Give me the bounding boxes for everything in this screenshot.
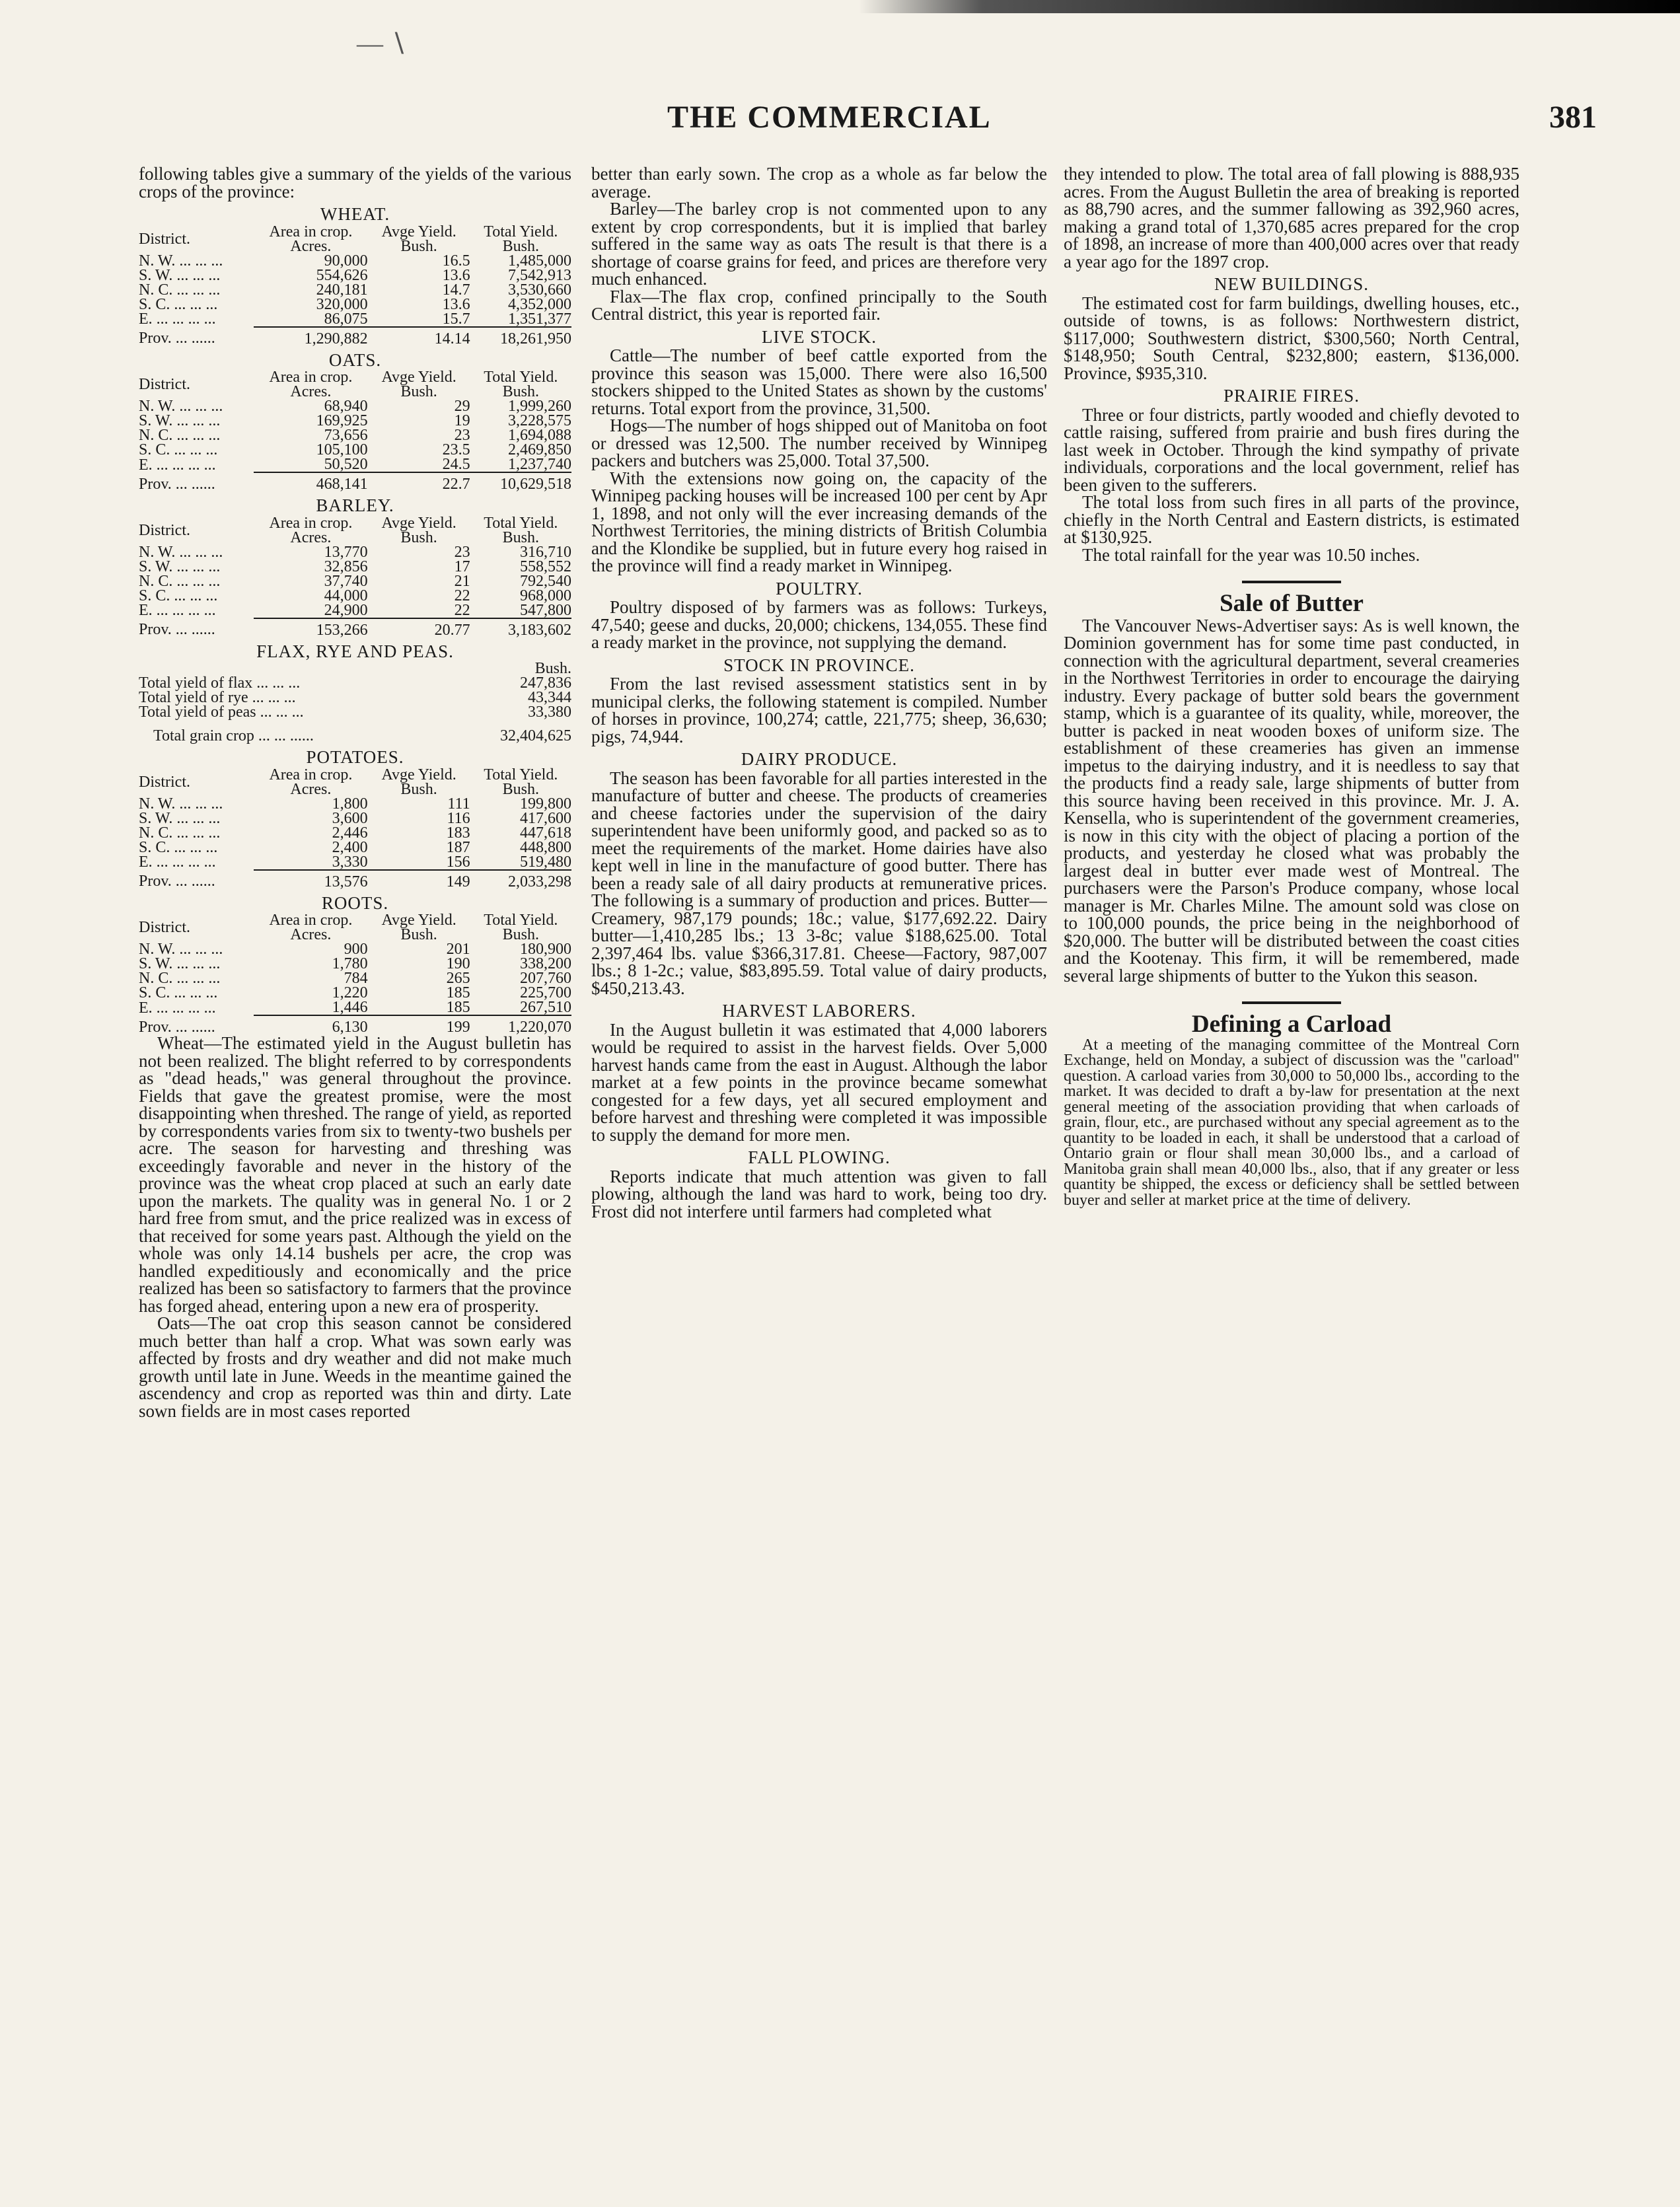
value-cell: 17 [454,558,470,575]
table-row [139,545,571,560]
district-cell: N. C. ... ... ... [139,427,221,444]
table-row [139,428,571,443]
district-cell: N. C. ... ... ... [139,824,221,842]
dairy-heading: DAIRY PRODUCE. [741,749,898,769]
oats-heading: OATS. [328,349,382,370]
total-cell: 2,033,298 [470,870,571,889]
unit-header: Bush. [502,528,539,546]
district-cell: S. W. ... ... ... [139,412,221,429]
unit-header: Acres. [290,237,332,255]
value-cell: 68,940 [324,398,368,415]
table-row [139,589,571,603]
value-cell: 519,480 [520,853,571,871]
stock-heading: STOCK IN PROVINCE. [723,655,915,675]
value-cell: 900 [344,941,368,958]
column-header: Area in crop. [269,223,353,240]
value-cell: 23 [454,427,470,444]
value-cell: 2,446 [332,824,368,842]
value-cell: 86,075 [324,310,368,328]
district-cell: N. W. ... ... ... [139,543,223,561]
total-cell: 14.14 [368,327,470,346]
value-cell: 1,485,000 [508,252,571,270]
plowing-continued-paragraph: they intended to plow. The total area of fall plowing is 888,935 acres. From the August Bulletin the area of breaking is reported as 88,790 acres, and the summer fallowing as 392,960 acres, making a grand total of 1,370,685 acres prepared for the crop of 1898, an increase of more than 400,000 acres over that ready a year ago for the 1897 crop. [1064,165,1519,271]
total-cell: 199 [368,1015,470,1034]
province-total-row [139,870,571,889]
cattle-paragraph: Cattle—The number of beef cattle exported from the province this season was 15,000. There were also 16,500 stockers shipped to the United States as shown by the customs' returns. Total export from the province, 31,500. [591,345,1047,418]
page-header [0,99,1680,145]
value-cell: 320,000 [316,295,368,313]
value-cell: 1,446 [332,999,368,1016]
column-header: Avge Yield. [381,766,457,783]
column-header: Avge Yield. [381,369,457,386]
unit-header: Bush. [400,926,437,943]
wheat-table [139,225,571,346]
flax-row: Total yield of flax ... ... ... 247,836 [139,674,571,692]
unit-header: Bush. [400,237,437,255]
district-cell: Prov. ... ...... [139,330,215,347]
value-cell: 3,228,575 [508,412,571,429]
fall-plowing-heading: FALL PLOWING. [748,1147,891,1167]
table-row [139,268,571,283]
province-total-row [139,327,571,346]
value-cell: 22 [454,587,470,604]
sale-of-butter-heading: Sale of Butter [1220,590,1364,617]
value-cell: 13.6 [442,295,470,313]
table-row [139,855,571,870]
column-header: Total Yield. [484,514,558,532]
district-cell: E. ... ... ... ... [139,999,216,1017]
value-cell: 24,900 [324,601,368,619]
wheat-table-block [139,205,571,346]
table-row [139,840,571,855]
column-header: Total Yield. [484,223,558,240]
flax-rye-peas-heading: FLAX, RYE AND PEAS. [256,641,454,661]
poultry-heading: POULTRY. [776,578,863,598]
value-cell: 16.5 [442,252,470,270]
total-cell: 3,183,602 [470,618,571,637]
new-buildings-heading: NEW BUILDINGS. [1214,274,1369,294]
table-header-row [139,913,571,927]
value-cell: 338,200 [520,955,571,972]
value-cell: 116 [447,809,470,827]
table-row [139,283,571,297]
value-cell: 3,600 [332,809,368,827]
potatoes-heading: POTATOES. [306,747,404,767]
value-cell: 44,000 [324,587,368,604]
total-cell: 6,130 [254,1015,367,1034]
wheat-heading: WHEAT. [320,204,390,224]
table-row [139,254,571,268]
district-header: District. [139,376,190,393]
value-cell: 185 [446,999,470,1016]
column-header: Total Yield. [484,912,558,929]
dairy-paragraph: The season has been favorable for all parties interested in the manufacture of butter and cheese. The products of creameries and cheese factories under the supervision of the dairy superintendent have been uniformly good, and packed so as to meet the requirements of the market. Home dairies have also kept well in line in the manufacture of good butter. There has been a ready sale of all dairy products at remunerative prices. The following is a summary of production and prices. Butter—Creamery, 987,179 pounds; 18c.; value, $177,692.22. Dairy butter—1,410,285 lbs.; 13 3-8c; value $188,625.00. Total 2,397,464 lbs. value $366,317.81. Cheese—Factory, 987,007 lbs.; 8 1-2c.; value, $83,895.59. Total value of dairy products, $450,213.43. [591,768,1047,998]
value-cell: 15.7 [442,310,470,328]
value-cell: 784 [344,970,368,987]
table-row [139,297,571,312]
total-cell: 10,629,518 [470,472,571,491]
value-cell: 190 [446,955,470,972]
district-header: District. [139,919,190,936]
scan-edge-bar [859,0,1680,13]
unit-header: Acres. [290,780,332,798]
value-cell: 24.5 [442,456,470,473]
column-header: Area in crop. [269,912,353,929]
table-row [139,957,571,971]
roots-table-block [139,894,571,1035]
value-cell: 417,600 [520,809,571,827]
column-header: Total Yield. [484,766,558,783]
table-header-row [139,370,571,384]
column-3 [1064,165,1519,2187]
value-cell: 2,400 [332,838,368,856]
grain-total-row: Total grain crop ... ... ...... 32,404,625 [153,727,571,744]
table-row [139,560,571,574]
district-cell: S. C. ... ... ... [139,587,218,604]
new-buildings-paragraph: The estimated cost for farm buildings, dwelling houses, etc., outside of towns, is as follows: Northwestern district, $117,000; Southwestern district, $300,560; North Central, $148,950; South Central, $232,800; eastern, $136,000. Province, $935,310. [1064,293,1519,383]
value-cell: 180,900 [520,941,571,958]
value-cell: 1,800 [332,795,368,813]
value-cell: 240,181 [316,281,368,299]
value-cell: 3,530,660 [508,281,571,299]
column-1 [139,165,571,2187]
masthead-title: THE COMMERCIAL [667,100,992,135]
potatoes-table [139,768,571,889]
district-cell: Prov. ... ...... [139,475,215,493]
table-row [139,574,571,589]
column-2 [591,165,1047,2187]
value-cell: 13,770 [324,543,368,561]
flax-rye-peas-table [139,661,571,743]
value-cell: 448,800 [520,838,571,856]
barley-table-block [139,497,571,637]
rainfall-paragraph: The total rainfall for the year was 10.50 inches. [1082,544,1420,565]
rye-row: Total yield of rye ... ... ... 43,344 [139,689,571,706]
value-cell: 29 [454,398,470,415]
table-header-row [139,225,571,239]
value-cell: 187 [446,838,470,856]
district-cell: S. W. ... ... ... [139,955,221,972]
value-cell: 554,626 [316,266,368,284]
value-cell: 111 [447,795,470,813]
district-header: District. [139,230,190,248]
district-header: District. [139,773,190,791]
tables-intro: following tables give a summary of the yields of the various crops of the province: [139,165,571,201]
value-cell: 316,710 [520,543,571,561]
value-cell: 156 [446,853,470,871]
district-cell: N. W. ... ... ... [139,398,223,415]
value-cell: 21 [454,572,470,590]
value-cell: 558,552 [520,558,571,575]
district-cell: S. C. ... ... ... [139,838,218,856]
district-cell: S. C. ... ... ... [139,984,218,1001]
unit-header: Bush. [400,528,437,546]
section-rule [1242,581,1341,583]
table-row [139,942,571,957]
value-cell: 13.6 [442,266,470,284]
table-row [139,312,571,327]
district-cell: Prov. ... ...... [139,1018,215,1036]
unit-header: Bush. [400,780,437,798]
value-cell: 267,510 [520,999,571,1016]
defining-carload-paragraph: At a meeting of the managing committee of the Montreal Corn Exchange, held on Monday, a subject of discussion was the "carload" question. A carload varies from 30,000 to 50,000 lbs., according to the market. It was decided to draft a by-law for presentation at the next general meeting of the association providing that when carloads of grain, flour, etc., are purchased without any special agreement as to the quantity to be loaded in each, it shall be understood that a carload of Ontario grain or flour shall mean 30,000 lbs., and a carload of Manitoba grain shall mean 40,000 lbs., also, that if any greater or less quantity be shipped, the excess or deficiency shall be settled between buyer and seller at market price at the time of delivery. [1064,1036,1519,1209]
district-cell: Prov. ... ...... [139,873,215,890]
prairie-fires-paragraph: Three or four districts, partly wooded and chiefly devoted to cattle raising, suffered from prairie and bush fires during the last week in October. Through the kind sympathy of private individuals, corporations and the local government, relief has been given to the sufferers. [1064,404,1519,495]
province-total-row [139,618,571,637]
total-cell: 1,220,070 [470,1015,571,1034]
table-row [139,986,571,1000]
province-total-row [139,472,571,491]
value-cell: 185 [446,984,470,1001]
district-cell: Prov. ... ...... [139,621,215,638]
potatoes-table-block [139,748,571,889]
district-cell: E. ... ... ... ... [139,310,216,328]
column-header: Area in crop. [269,514,353,532]
page-number: 381 [1549,100,1597,135]
peas-row: Total yield of peas ... ... ... 33,380 [139,704,571,721]
barley-paragraph: Barley—The barley crop is not commented upon to any extent by crop correspondents, but it is implied that barley suffered in the same way as oats The result is that there is a shortage of coarse grains for feed, and prices are therefore very much enhanced. [591,199,1047,289]
table-header-row [139,768,571,782]
roots-table [139,913,571,1034]
district-cell: E. ... ... ... ... [139,456,216,474]
table-row [139,971,571,986]
live-stock-heading: LIVE STOCK. [761,326,877,347]
value-cell: 7,542,913 [508,266,571,284]
value-cell: 1,351,377 [508,310,571,328]
value-cell: 23 [454,543,470,561]
value-cell: 14.7 [442,281,470,299]
value-cell: 50,520 [324,456,368,473]
table-row [139,811,571,826]
district-cell: N. W. ... ... ... [139,941,223,958]
fire-loss-paragraph: The total loss from such fires in all parts of the province, chiefly in the North Central and Eastern districts, is estimated at $130,925. [1064,492,1519,547]
oats-table [139,370,571,491]
value-cell: 1,999,260 [508,398,571,415]
unit-header: Acres. [290,528,332,546]
district-cell: S. W. ... ... ... [139,558,221,575]
value-cell: 225,700 [520,984,571,1001]
unit-header: Bush. [502,926,539,943]
district-cell: N. W. ... ... ... [139,252,223,270]
value-cell: 23.5 [442,441,470,458]
district-cell: N. C. ... ... ... [139,281,221,299]
district-cell: N. W. ... ... ... [139,795,223,813]
table-row [139,414,571,428]
stock-paragraph: From the last revised assessment statistics sent in by municipal clerks, the following statement is compiled. Number of horses in province, 100,274; cattle, 221,775; sheep, 36,630; pigs, 74,944. [591,674,1047,746]
value-cell: 3,330 [332,853,368,871]
total-cell: 22.7 [368,472,470,491]
district-header: District. [139,521,190,539]
total-cell: 153,266 [254,618,367,637]
column-header: Avge Yield. [381,912,457,929]
flax-paragraph: Flax—The flax crop, confined principally to the South Central district, this year is reported fair. [591,286,1047,324]
value-cell: 22 [454,601,470,619]
total-cell: 149 [368,870,470,889]
value-cell: 19 [454,412,470,429]
value-cell: 201 [446,941,470,958]
section-rule [1242,1001,1341,1004]
district-cell: N. C. ... ... ... [139,572,221,590]
barley-table [139,516,571,637]
harvest-heading: HARVEST LABORERS. [722,1001,916,1021]
table-row [139,826,571,840]
table-header-row [139,516,571,530]
value-cell: 183 [446,824,470,842]
defining-carload-heading: Defining a Carload [1191,1011,1392,1038]
total-cell: 1,290,882 [254,327,367,346]
roots-heading: ROOTS. [321,892,389,913]
scan-mark: — ∖ [357,28,407,58]
value-cell: 547,800 [520,601,571,619]
total-cell: 18,261,950 [470,327,571,346]
column-header: Avge Yield. [381,223,457,240]
unit-header: Bush. [400,383,437,400]
total-cell: 20.77 [368,618,470,637]
value-cell: 792,540 [520,572,571,590]
value-cell: 4,352,000 [508,295,571,313]
packing-paragraph: With the extensions now going on, the capacity of the Winnipeg packing houses will be increased 100 per cent by Apr 1, 1898, and not only will the ever increasing demands of the Northwest Territories, the mining districts of British Columbia and the Klondike be supplied, but in future every hog raised in the province will find a ready market in Winnipeg. [591,468,1047,575]
value-cell: 1,694,088 [508,427,571,444]
wheat-paragraph: Wheat—The estimated yield in the August bulletin has not been realized. The blight referred to by correspondents as "dead heads," was general throughout the province. Fields that gave the greatest promise, were the most disappointing when threshed. The range of yield, as reported by correspondents varies from six to twenty-two bushels per acre. The season for harvesting and threshing was exceedingly favorable and never in the history of the province was the wheat crop placed at such an early date upon the markets. The quality was in general No. 1 or 2 hard free from smut, and the price realized was in excess of that received for some years past. Although the yield on the whole was only 14.14 bushels per acre, the crop was handled expeditiously and economically and the price realized has been so satisfactory to farmers that the province has forged ahead, entering upon a new era of prosperity. [139,1033,571,1316]
prairie-fires-heading: PRAIRIE FIRES. [1223,386,1360,406]
unit-header: Bush. [502,383,539,400]
unit-header: Acres. [290,383,332,400]
district-cell: S. W. ... ... ... [139,266,221,284]
table-row [139,1000,571,1015]
table-row [139,603,571,618]
value-cell: 1,220 [332,984,368,1001]
value-cell: 1,237,740 [508,456,571,473]
crop-continued-paragraph: better than early sown. The crop as a whole as far below the average. [591,165,1047,201]
district-cell: S. C. ... ... ... [139,441,218,458]
sale-of-butter-paragraph: The Vancouver News-Advertiser says: As is well known, the Dominion government has for some time past conducted, in connection with the agricultural department, several creameries in the Northwest Territories in order to encourage the dairying industry. Every package of butter sold bears the government stamp, which is a guarantee of its quality, while, moreover, the butter is packed in neat wooden boxes of uniform size. The establishment of these creameries has given an immense impetus to the dairying industry, and it is needless to say that the products find a ready sale, large shipments of butter from this source having been received in this province. Mr. J. A. Kensella, who is superintendent of the government creameries, is now in this city with the object of placing a portion of the products, and yesterday he closed what was probably the largest deal in butter ever made west of Montreal. The purchasers were the Parson's Produce company, whose local manager is Mr. Charles Milne. The amount sold was close on to 100,000 pounds, the price being in the neighborhood of $20,000. The butter will be distributed between the coast cities and the Kootenay. This firm, it will be remembered, made several large shipments of butter to the Yukon this season. [1064,615,1519,986]
value-cell: 37,740 [324,572,368,590]
column-header: Total Yield. [484,369,558,386]
value-cell: 968,000 [520,587,571,604]
value-cell: 199,800 [520,795,571,813]
total-cell: 468,141 [254,472,367,491]
fall-plowing-paragraph: Reports indicate that much attention was given to fall plowing, although the land was hard to work, being too dry. Frost did not interfere until farmers had completed what [591,1166,1047,1221]
unit-header: Bush. [502,237,539,255]
table-row [139,797,571,811]
value-cell: 105,100 [316,441,368,458]
column-header: Area in crop. [269,766,353,783]
district-cell: N. C. ... ... ... [139,970,221,987]
district-cell: E. ... ... ... ... [139,602,216,619]
oats-paragraph: Oats—The oat crop this season cannot be considered much better than half a crop. What was sown early was affected by frosts and dry weather and did not make much growth until late in June. Weeds in the meantime gained the ascendency and crop as reported was thin and dirty. Late sown fields are in most cases reported [139,1313,571,1421]
district-cell: E. ... ... ... ... [139,853,216,871]
value-cell: 169,925 [316,412,368,429]
hogs-paragraph: Hogs—The number of hogs shipped out of Manitoba on foot or dressed was 12,500. The number received by Winnipeg packers and butchers was 25,000. Total 37,500. [591,416,1047,470]
district-cell: S. C. ... ... ... [139,295,218,313]
value-cell: 2,469,850 [508,441,571,458]
value-cell: 265 [446,970,470,987]
value-cell: 447,618 [520,824,571,842]
column-header: Area in crop. [269,369,353,386]
unit-header: Acres. [290,926,332,943]
province-total-row [139,1015,571,1034]
total-cell: 13,576 [254,870,367,889]
oats-table-block [139,351,571,492]
poultry-paragraph: Poultry disposed of by farmers was as follows: Turkeys, 47,540; geese and ducks, 20,000; chickens, 134,055. These find a ready market in the province, not supplying the demand. [591,597,1047,652]
unit-header: Bush. [502,780,539,798]
barley-heading: BARLEY. [316,495,394,515]
table-row [139,399,571,414]
column-header: Avge Yield. [381,514,457,532]
value-cell: 90,000 [324,252,368,270]
value-cell: 73,656 [324,427,368,444]
flax-unit: Bush. [534,660,571,677]
harvest-paragraph: In the August bulletin it was estimated that 4,000 laborers would be required to assist in the harvest fields. Over 5,000 harvest hands came from the east in August. Although the labor market at a few points in the province became somewhat congested for a few days, yet all secured employment and before harvest and threshing were completed it was impossible to supply the demand for more men. [591,1019,1047,1145]
table-row [139,457,571,472]
table-row [139,443,571,457]
value-cell: 32,856 [324,558,368,575]
value-cell: 1,780 [332,955,368,972]
district-cell: S. W. ... ... ... [139,809,221,827]
value-cell: 207,760 [520,970,571,987]
